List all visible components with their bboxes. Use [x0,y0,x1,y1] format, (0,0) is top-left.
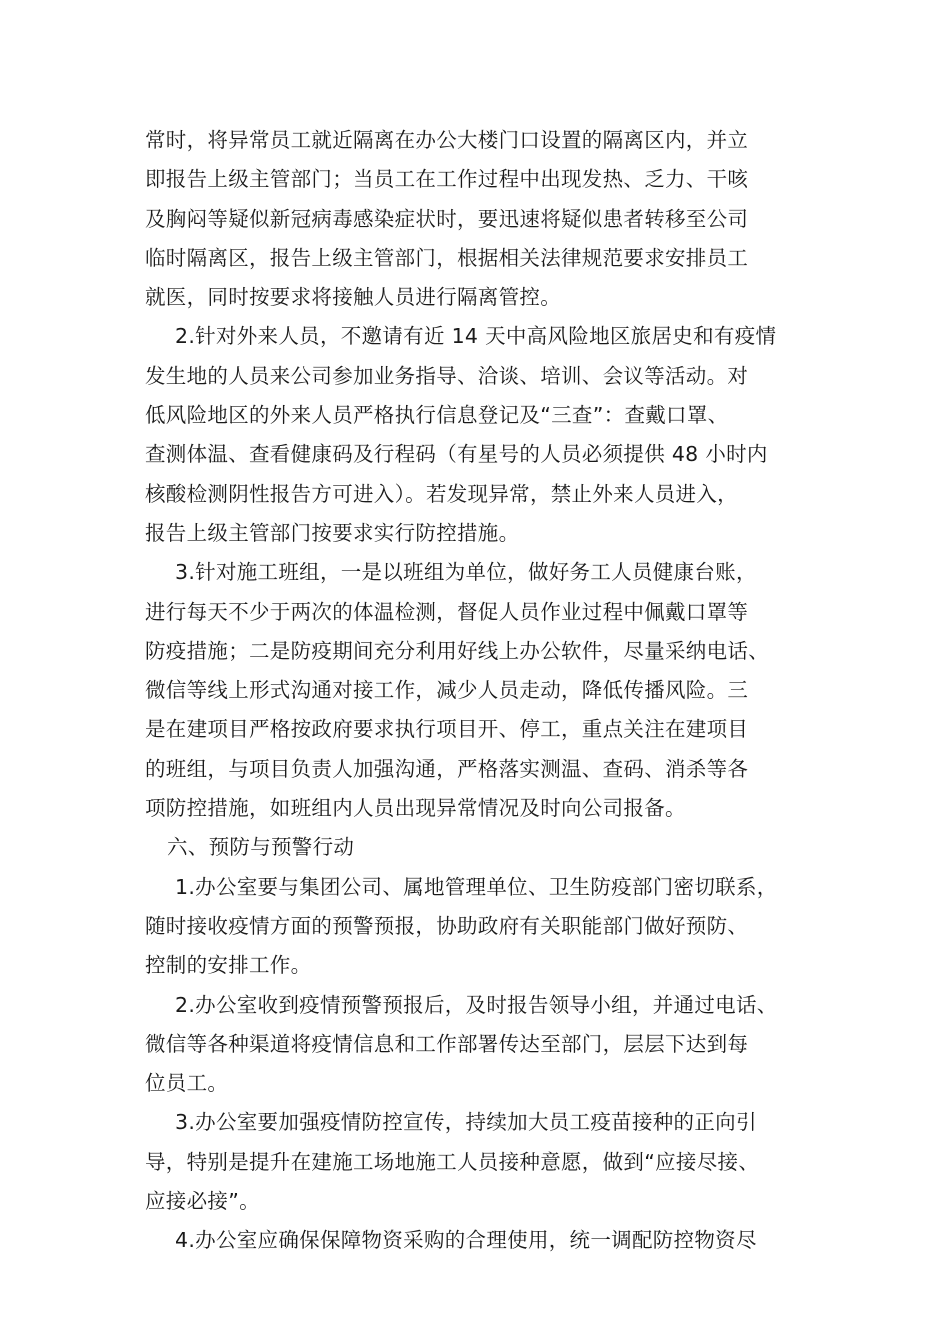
text-line: 随时接收疫情方面的预警预报，协助政府有关职能部门做好预防、 [145,913,749,938]
text-line: 临时隔离区，报告上级主管部门，根据相关法律规范要求安排员工 [145,245,749,270]
text-line: 常时，将异常员工就近隔离在办公大楼门口设置的隔离区内，并立 [145,128,749,152]
text-line: 查测体温、查看健康码及行程码（有星号的人员必须提供 48 小时内 [145,442,768,467]
text-line: 3.针对施工班组，一是以班组为单位，做好务工人员健康台账， [175,560,757,585]
text-line: 2.针对外来人员，不邀请有近 14 天中高风险地区旅居史和有疫情 [175,324,777,349]
text-line: 应接必接”。 [145,1189,260,1214]
text-line: 报告上级主管部门按要求实行防控措施。 [145,520,520,545]
text-line: 位员工。 [145,1071,229,1096]
document-body [145,121,825,1261]
text-line: 低风险地区的外来人员严格执行信息登记及“三查”：查戴口罩、 [145,403,729,428]
text-line: 1.办公室要与集团公司、属地管理单位、卫生防疫部门密切联系， [175,874,778,899]
text-line: 就医，同时按要求将接触人员进行隔离管控。 [145,285,561,310]
section-heading: 六、预防与预警行动 [167,835,355,860]
text-line: 的班组，与项目负责人加强沟通，严格落实测温、查码、消杀等各 [145,756,749,781]
text-line: 控制的安排工作。 [145,953,312,978]
text-line: 项防控措施，如班组内人员出现异常情况及时向公司报备。 [145,796,686,821]
text-line: 进行每天不少于两次的体温检测，督促人员作业过程中佩戴口罩等 [145,599,749,624]
text-line: 导，特别是提升在建施工场地施工人员接种意愿，做到“应接尽接、 [145,1149,760,1174]
text-line: 及胸闷等疑似新冠病毒感染症状时，要迅速将疑似患者转移至公司 [145,206,749,231]
text-line: 是在建项目严格按政府要求执行项目开、停工，重点关注在建项目 [145,717,749,742]
text-line: 4.办公室应确保保障物资采购的合理使用，统一调配防控物资尽 [175,1228,757,1253]
text-line: 2.办公室收到疫情预警预报后，及时报告领导小组，并通过电话、 [175,992,778,1017]
text-line: 微信等各种渠道将疫情信息和工作部署传达至部门，层层下达到每 [145,1031,749,1056]
text-line: 防疫措施；二是防疫期间充分利用好线上办公软件，尽量采纳电话、 [145,638,769,663]
text-line: 核酸检测阴性报告方可进入）。若发现异常，禁止外来人员进入， [145,481,738,506]
text-line: 3.办公室要加强疫情防控宣传，持续加大员工疫苗接种的正向引 [175,1110,757,1135]
text-line: 即报告上级主管部门；当员工在工作过程中出现发热、乏力、干咳 [145,167,749,192]
text-line: 微信等线上形式沟通对接工作，减少人员走动，降低传播风险。三 [145,678,749,703]
text-line: 发生地的人员来公司参加业务指导、洽谈、培训、会议等活动。对 [145,363,749,388]
